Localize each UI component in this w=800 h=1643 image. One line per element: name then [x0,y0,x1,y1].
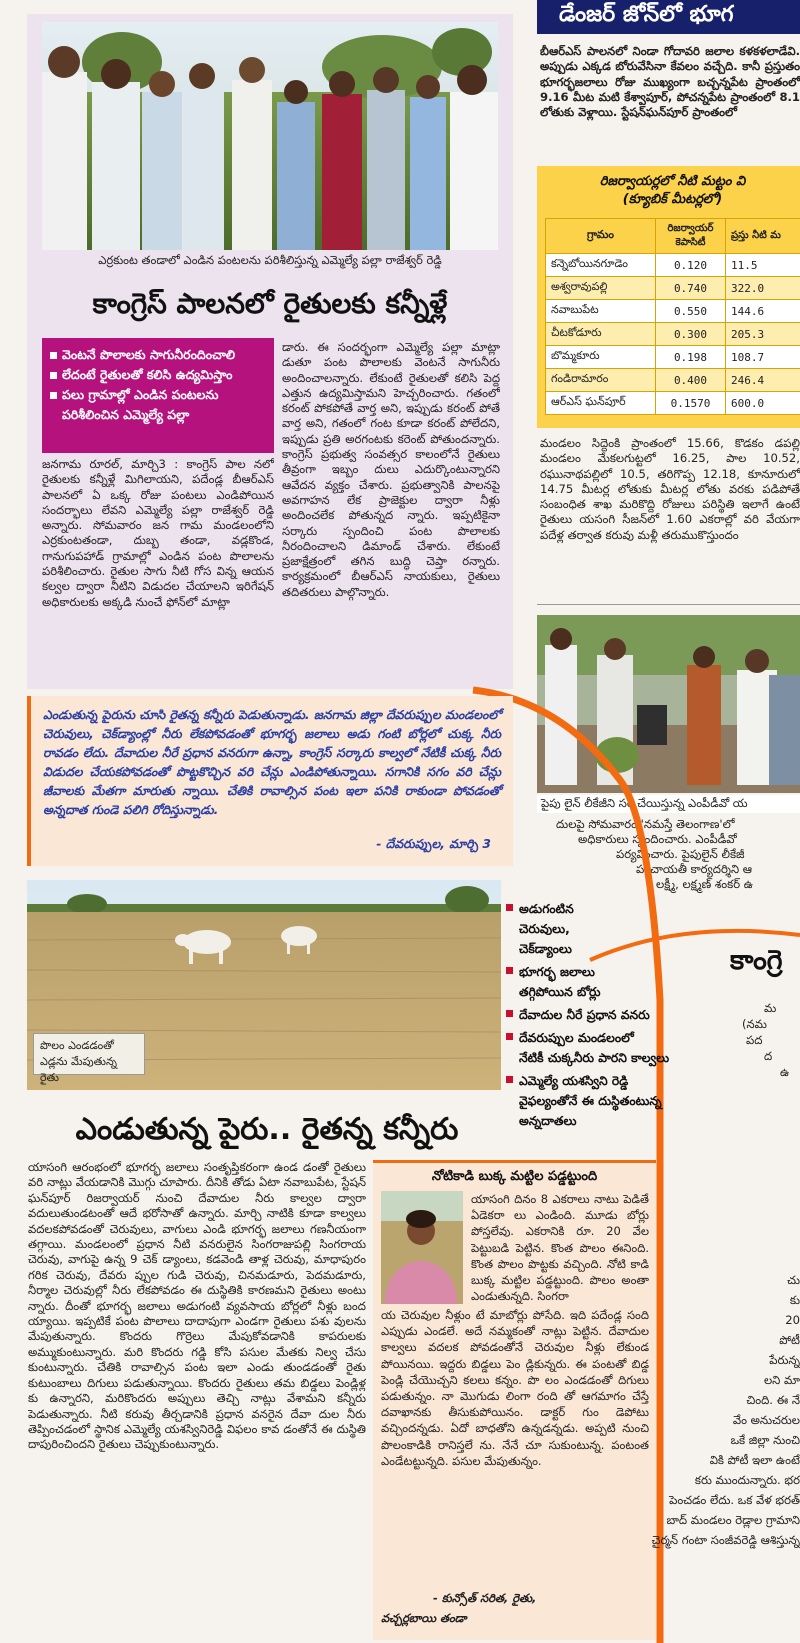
highlight-item: పలు గ్రామాల్లో ఎండిన పంటలను [50,385,268,405]
headline-congress-rule: కాంగ్రెస్ పాలనలో రైతులకు కన్నీళ్లే [92,287,448,320]
table-row: కన్నెబోయినగూడెం 0.120 11.5 [546,254,800,277]
photo1-caption: ఎర్రకుంట తండాలో ఎండిన పంటలను పరిశీలిస్తున్న ఎమ్మెల్యే పల్లా రాజేశ్వర్ రెడ్డి [42,252,498,270]
quote-box [27,696,513,866]
photo-farmer-woman [381,1191,463,1304]
bullet-item: దేవరుప్పుల మండలంలో నేటికీ చుక్కనీరు పారని కాల్వలు [506,1028,691,1068]
quote-text: ఎండుతున్న పైరును చూసి రైతన్న కన్నీరు పెడుతున్నాడు. జనగామ జిల్లా దేవరుప్పుల మండలంలో చెరువులు, చెక్‌డ్యాంల్లో నీరు లేకపోవడంతో భూగర్భ జలాలు అడు గంటి బోర్లలో చుక్క నీరు రావడం లేదు. దేవాదుల నీరే ప్రధాన వనరుగా ఉన్నా, కాంగ్రెస్ సర్కారు కాల్వలో నేటికీ చుక్క నీరు విడుదల చేయకపోవడంతో పొట్టకొచ్చిన వరి చేన్లు ఎండిపోతున్నాయి. సగానికి సగం వరి చేన్లు జీవాలకు మేతగా మారుతు న్నాయి. చేతికి రావాల్సిన పంట ఇలా పనికి రాకుండా పోవడంతో అన్నదాత గుండె పలిగి రోదిస్తున్నాడు. [43,708,501,817]
table-row: ఆర్ఎస్ ఘన్‌పూర్ 0.1570 600.0 [546,392,800,415]
right-after-table-text: మండలం సిద్దెంకి ప్రాంతంలో 15.66, కొడకం డపల్లి మండలం మేకలగుట్టలో 16.25, పాల 10.52, రఘునాథపల్లిలో 10.5, తరిగొప్ప 12.18, కూనూరులో 14.75 మీటర్ల లోతుకు మీటర్ల లోతు వరకు పడిపోతే సంబంధిత శాఖ మరికొద్ది రోజులు పరిస్థితి ఇలాగే ఉంటే రైతులు యసంగి సీజన్‌లో 1.60 ఎకరాల్లో వరి వేయగా పదేళ్ల తర్వాత కరువు మళ్లీ తరుముకొస్తుందం [540,436,800,542]
table-header: గ్రామం [546,219,656,254]
top-right-banner: డేంజర్ జోన్‌లో భూగ [537,0,800,34]
table-subtitle: (క్యూబిక్ మీటర్లలో) [622,192,723,207]
table-row: అశ్వరావుపల్లి 0.740 322.0 [546,277,800,300]
right-after-photo-text: దులపై సోమవారం 'నమస్తే తెలంగాణ'లో అధికారులు స్పందించారు. ఎంపీడీవో పర్యవించారు. పైపులైన్ లీకేజీ పంచాయతీ కార్యదర్శిని ఆ లక్ష్మీ, లక్ష్మణ్ శంకర్ ఉ [556,817,754,891]
table-title: రిజర్వాయర్లలో నీటి మట్టం వి [599,174,746,189]
article1-column-1: జనగామ రూరల్, మార్చి3 : కాంగ్రెస్ పాల నలో రైతులకు కన్నీళ్లే మిగిలాయని, పదేండ్ల బీఆర్ఎస్ పాలనలో ఏ ఒక్క రోజు పంటలు ఎండిపోయిన సందర్భాలు లేవని ఎమ్మెల్యే పల్లా రాజేశ్వర్ రెడ్డి అన్నారు. సోమవారం జన గామ మండలంలోని ఎర్రకుంటతండా, దుబ్బ తండా, వడ్లకొండ, గానుగుపహాడ్ గ్రామాల్లో ఎండిన పంట పొలాలను పరిశీలించారు. రైతుల సాగు నీటి గోస విన్న ఆయన కల్వల ద్వారా నీటిని విడుదల చేయాలని ఇరిగేషన్ అధికారులకు అక్కడి నుంచే ఫోన్‌లో మాట్లా [42,457,274,609]
quote-signature: - దేవరుప్పుల, మార్చి 3 [370,837,491,854]
headline-drying-crops: ఎండుతున్న పైరు.. రైతన్న కన్నీరు [75,1112,459,1147]
bullet-item: ఎమ్మెల్యే యశస్విని రెడ్డి వైఫల్యంతోనే ఈ దుస్థితంటున్న అన్నదాతలు [506,1071,691,1131]
inset-signature-place: వచ్చర్లబాయి తండా [381,1611,467,1625]
inset-signature: - కున్సోత్ సరిత, రైతు, [433,1591,537,1605]
right-headline-fragment: కాంగ్రె [730,945,783,976]
table-row: నవాబుపేట 0.550 144.6 [546,300,800,323]
highlight-item-continued: పరిశీలించిన ఎమ్మెల్యే పల్లా [62,407,190,422]
article2-body: యాసంగి ఆరంభంలో భూగర్భ జలాలు సంతృప్తికరంగా ఉండ డంతో రైతులు వరి నాట్లు వేయడానికి మొగ్గు చూపారు. దీనికి తోడు ఏటా నవాబుపేట, స్టేషన్ ఘన్‌పూర్ రిజర్వాయర్ నుంచి దేవాదుల నీరు కాల్వల ద్వారా వదులుతుండటంతో ఆదే భరోసాతో ఉన్నారు. మార్చి నాటికి కూడా కాల్వలు వదలకపోవడంతో చెరువులు, వాగులు ఎండి భూగర్భ జలాలు గణనీయంగా తగ్గాయి. మండలంలో ప్రధాన నీటి వనరులైన సింగరాజుపల్లి సింగరాయ చెరువు, వాగుపై ఉన్న 9 చెక్ డ్యాంలు, కడవెండి తాళ్ల చెరువు, మాధాపురం గరిక చెరువు, దేవరు ప్పుల గుడి చెరువు, చినమడూరు, పెదమడూరు, నీర్మాల చెరువుల్లో నీరు లేకపోవడం ఈ దుస్థితికి కారణమని రైతులు అంటు న్నారు. దీంతో భూగర్భ జలాలు అడుగంటి వ్యవసాయ బోర్లలో నీళ్లు బంద య్యాయి. ఇప్పటికే పంట పొలాలు దాదాపుగా ఎండగా రైతులు పశు వులను మేపుతున్నారు. కొందరు గొర్రెలు మేపుకోవడానికి కాపరులకు అమ్ముకుంటున్నారు. మరి కొందరు గడ్డి కోసి పసుల మేతకు నిల్వ చేసు కుంటున్నారు. చేతికి రావాల్సిన పంట ఇలా ఎండు తుండడంతో రైతు కుటుంబాలు దిగులు పడుతున్నాయి. కొందరు రైతులు తమ బిడ్డలు పెండ్లిళ్ల కు ఉన్నారని, మరికొందరు అప్పులు తెచ్చి నాట్లు వేశామని కన్నీరు పెడుతున్నారు. నీటి కరువు తీర్చడానికి ప్రధాన వనరైన దేవా దుల నీరు తెప్పించడంలో స్థానిక ఎమ్మెల్యే యశస్వినిరెడ్డి విఫలం కావ డంతోనే ఈ దుస్థితి దాపురించిందని రైతులు చెప్పుకుంటున్నారు. [28,1160,366,1452]
table-row: చీటకోడూరు 0.300 205.3 [546,323,800,346]
bullet-item: దేవాదుల నీరే ప్రధాన వనరు [506,1005,691,1025]
table-header: ప్రస్తు నీటి మ [726,219,800,254]
table-header: రిజర్వాయర్ కెపాసిటీ [656,219,726,254]
inset-rest-text: య చెరువుల నీళ్లుం టే మాబోర్లు పోసేది. ఇది పదేండ్ల సంది ఎప్పుడు ఎండలే. అదే నమ్మకంతో నాట్లు పెట్టిన. దేవాదుల కాల్వలు వదలక పోవడంతోనే చెరువుల నీళ్లు లేకుండ పోయినయి. ఇద్దరు బిడ్డలు పెం డ్లికున్నరు. ఈ పంటతో బిడ్డ పెండ్లి చేయొచ్చని కలలు కన్నం. పొ లం ఎండడంతో దిగులు పడుతున్నం. నా మొగుడు లింగా రంది తో ఆగమాగం చేస్తే దవాఖానకు తీసుకుపోయినం. డాక్టర్ గుం డెపోటు వచ్చిందన్నడు. ఏదో బాధతోని ఉన్నడన్నడు. అప్పటి నుంచి పొలంకాడికి రానిస్తలే ను. నేనే చూ సుకుంటున్న. పంటంత ఎండేటట్టున్నది. పసుల మేపుతున్నం. [381,1308,649,1468]
article1-column-2: డారు. ఈ సందర్భంగా ఎమ్మెల్యే పల్లా మాట్లా డుతూ పంట పొలాలకు వెంటనే సాగునీరు అందించాలన్నారు. లేకుంటే రైతులతో కలిసి పెద్ద ఎత్తున ఉద్యమిస్తామని హెచ్చరించారు. గతంలో కరంట్ పోకపోతే వార్త అని, ఇప్పుడు కరంట్ పోతే వార్త అని, గతంలో గంట కూడా కరంట్ పోలేదని, ఇప్పుడు ప్రతి అరగంటకు కరెంట్ పోతుందన్నారు. కాంగ్రెస్ ప్రభుత్వ సంవత్సర కాలంలోనే రైతులు తీవ్రంగా ఇబ్బం దులు ఎదుర్కొంటున్నారని ఆవేదన వ్యక్తం చేశారు. ప్రభుత్వానికి పాలనపై అవగాహన లేక ప్రాజెక్టుల ద్వారా నీళ్లు అందించలేక పోతున్నద న్నారు. ఇప్పటికైనా సర్కారు స్పందించి పంట పొలాలకు నీరందించాలని డిమాండ్ చేశారు. లేకుంటే ప్రజాక్షేత్రంలో తగిన బుద్ధి చెప్తా రన్నారు. కార్యక్రమంలో బీఆర్ఎస్ నాయకులు, రైతులు తదితరులు పాల్గొన్నారు. [282,340,500,599]
inset-top-text: యాసంగి దినం 8 ఎకరాలు నాటు పెడితే ఏడెకరా లు ఎండింది. మూడు బోర్లు పోస్తలేవు. ఎకరానికి రూ. 20 వేల పెట్టుబడి పెట్టిన. కొంత పొలం ఈనింది. కొంత పొలం పొట్టకు వచ్చింది. నోటి కాడి బుక్క మట్టిల పడ్డట్టుంది. పొలం అంతా ఎండుతున్నది. సింగరా [471,1192,649,1304]
right-bottom-text: చు కు 20 పోటీ పేరున్న లని మా చింది. ఈ నే వేం అనుచరుల ఒకే జిల్లా నుంచి వికి పోటీ ఇలా ఉంటే కరు ముందున్నారు. భర పెంచడం లేదు. ఒక వేళ భరత్ బాద్ మండలం రెడ్లాల గ్రామాని చైర్మన్ గంటా సంజీవరెడ్డి ఆశిస్తున్న [651,1273,800,1547]
table-row: బొమ్మకూరు 0.198 108.7 [546,346,800,369]
bullets-list [506,899,691,1131]
right-intro-text: బీఆర్ఎస్ పాలనలో నిండా గోదావరి జలాల కళకళలాడేవి. అప్పుడు ఎక్కడ బోరువేసినా కేవలం వచ్చేది. కానీ ప్రస్తుతం భూగర్భజలాలు రోజు ముఖ్యంగా బచ్చన్నపేట ప్రాంతంలో 9.16 మీట మటి కేశ్వాపూర్, పోచన్నపేట ప్రాంతంలో 8.1 లోతుకు వెళ్లాయి. స్టేషన్‌ఘన్‌పూర్ ప్రాంతంలో [540,44,800,120]
inset-title: నోటికాడి బుక్క మట్టిల పడ్డట్టుంది [373,1163,656,1191]
field-caption: పొలం ఎండడంతో ఎడ్లను మేపుతున్న రైతు [33,1033,145,1075]
bullet-item: భూగర్భ జలాలు తగ్గిపోయిన బోర్లు [506,962,691,1002]
right-fragment-text: మ (నమ పద ద ఉ [742,1001,790,1079]
highlight-item: లేదంటే రైతులతో కలిసి ఉద్యమిస్తాం [50,365,268,385]
highlight-item: వెంటనే పొలాలకు సాగునీరందించాలి [50,345,268,365]
table-row: గండిరామారం 0.400 246.4 [546,369,800,392]
photo-right-caption: పైపు లైన్ లీకేజీని సరి చేయిస్తున్న ఎంపీడీవో య [537,795,800,813]
bullet-item: అడుగంటిన చెరువులు, చెక్‌డ్యాంలు [506,899,691,959]
